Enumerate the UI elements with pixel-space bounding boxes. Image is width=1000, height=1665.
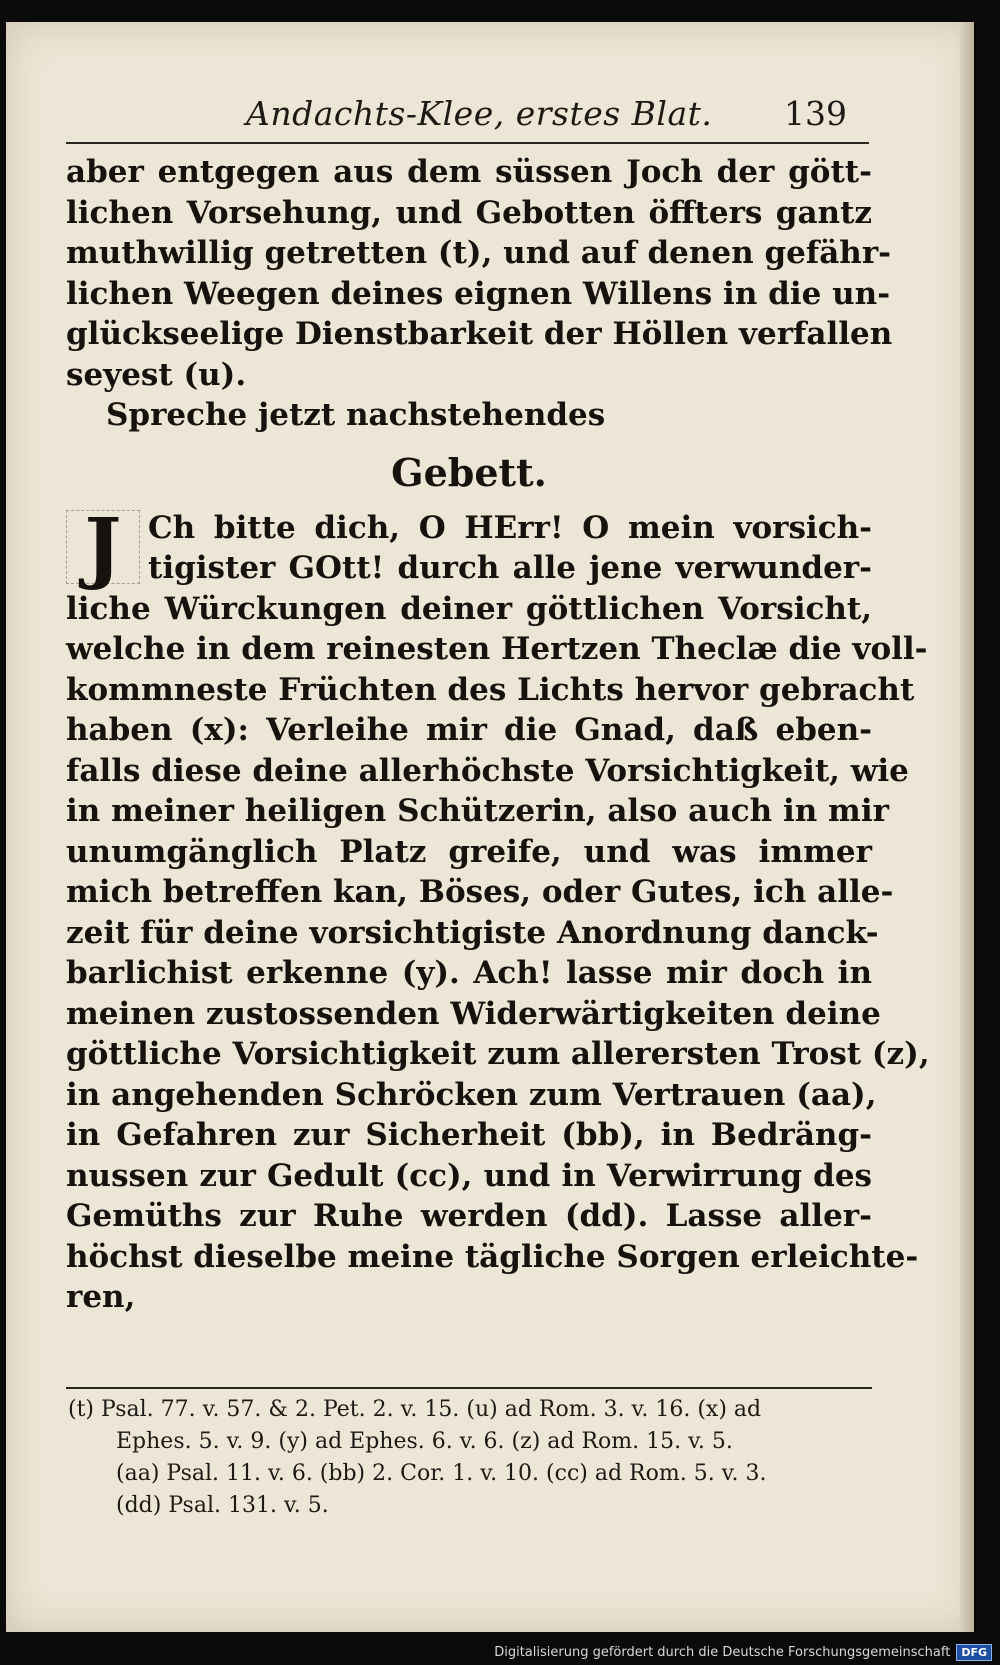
text-line: glückseelige Dienstbarkeit der Höllen verfallen — [66, 316, 893, 352]
text-line: göttliche Vorsichtigkeit zum allerersten Trost (z), — [66, 1036, 930, 1072]
text-line: unumgänglich Platz greife, und was immer — [66, 833, 872, 870]
text-line: meinen zustossenden Widerwärtigkeiten deine — [66, 995, 881, 1032]
decorated-initial: J — [66, 510, 140, 584]
page-number: 139 — [784, 94, 847, 133]
text-line: in angehenden Schröcken zum Vertrauen (aa), — [66, 1076, 877, 1113]
text-line: Ch bitte dich, O HErr! O mein vorsich- — [148, 509, 872, 546]
text-line: kommneste Früchten des Lichts hervor gebracht — [66, 671, 915, 708]
page-gutter — [960, 22, 974, 1632]
text-line: aber entgegen aus dem süssen Joch der gött- — [66, 154, 872, 190]
text-line: in Gefahren zur Sicherheit (bb), in Bedräng- — [66, 1117, 872, 1153]
footnote-line: (t) Psal. 77. v. 57. & 2. Pet. 2. v. 15. (u) ad Rom. 3. v. 16. (x) ad — [68, 1397, 762, 1422]
instruction-line: Spreche jetzt nachstehendes — [106, 397, 606, 433]
dfg-logo: DFG — [956, 1644, 992, 1661]
prayer-text — [66, 501, 930, 1318]
section-heading: Gebett. — [391, 449, 547, 495]
text-line: mich betreffen kan, Böses, oder Gutes, ich alle- — [66, 874, 894, 910]
text-line: nussen zur Gedult (cc), und in Verwirrung des — [66, 1157, 872, 1194]
footnote-rule — [66, 1387, 872, 1389]
text-line: haben (x): Verleihe mir die Gnad, daß eben- — [66, 712, 872, 748]
body-text — [66, 152, 930, 1318]
digitization-credit — [494, 1644, 992, 1661]
text-line: seyest (u). — [66, 356, 247, 393]
text-line: tigister GOtt! durch alle jene verwunder- — [148, 550, 872, 586]
book-page — [6, 22, 974, 1632]
text-line: Gemüths zur Ruhe werden (dd). Lasse aller- — [66, 1198, 872, 1234]
header-rule — [66, 142, 869, 144]
footnotes — [68, 1394, 874, 1522]
text-line: falls diese deine allerhöchste Vorsichtigkeit, wie — [66, 752, 909, 789]
footnote-line: (dd) Psal. 131. v. 5. — [116, 1493, 329, 1518]
footnote-line: Ephes. 5. v. 9. (y) ad Ephes. 6. v. 6. (z) ad Rom. 15. v. 5. — [116, 1429, 733, 1454]
text-line: muthwillig getretten (t), und auf denen gefähr- — [66, 235, 892, 271]
text-line: höchst dieselbe meine tägliche Sorgen erleichte- — [66, 1238, 919, 1275]
text-line: lichen Weegen deines eignen Willens in die un- — [66, 275, 891, 312]
text-line: in meiner heiligen Schützerin, also auch in mir — [66, 793, 889, 829]
running-head: Andachts-Klee, erstes Blat. — [246, 94, 713, 133]
text-line: lichen Vorsehung, und Gebotten öffters gantz — [66, 194, 872, 231]
credit-text: Digitalisierung gefördert durch die Deutsche Forschungsgemeinschaft — [494, 1645, 951, 1660]
catchword: ren, — [66, 1279, 136, 1315]
text-line: zeit für deine vorsichtigiste Anordnung danck- — [66, 914, 879, 951]
text-line: barlichist erkenne (y). Ach! lasse mir doch in — [66, 955, 872, 991]
text-line: welche in dem reinesten Hertzen Theclæ die voll- — [66, 631, 928, 667]
footnote-line: (aa) Psal. 11. v. 6. (bb) 2. Cor. 1. v. 10. (cc) ad Rom. 5. v. 3. — [116, 1461, 767, 1486]
text-line: liche Würckungen deiner göttlichen Vorsicht, — [66, 590, 872, 627]
